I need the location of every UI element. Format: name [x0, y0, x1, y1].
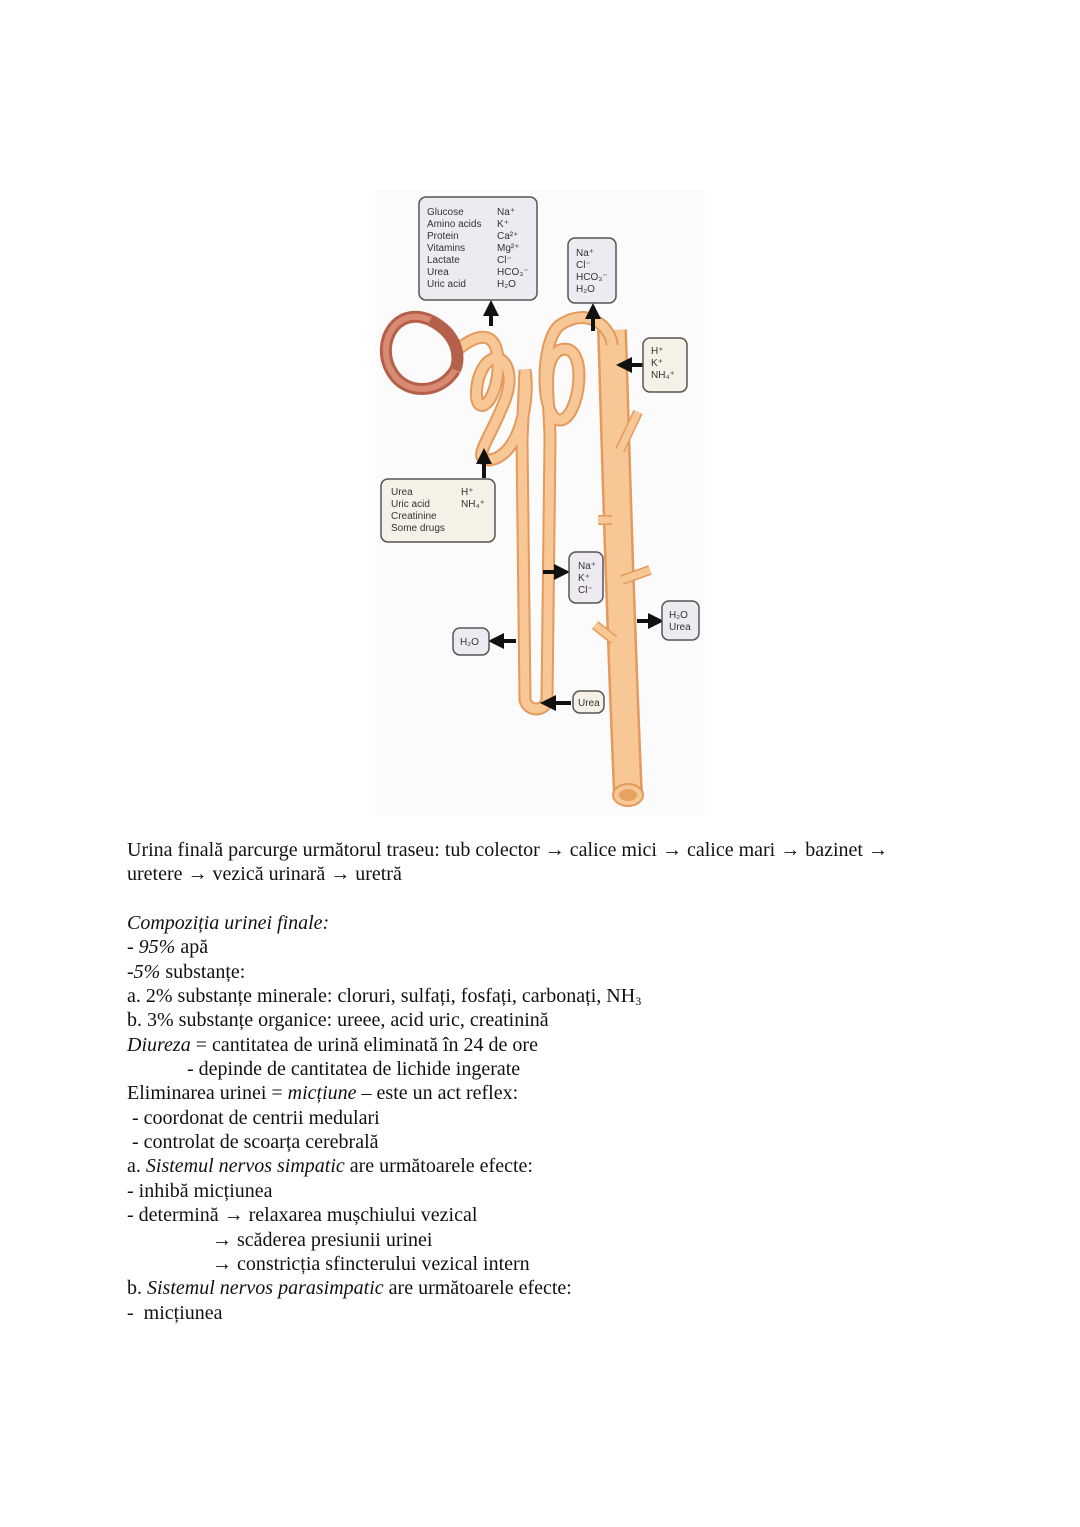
text-segment: a. 2% substanțe minerale: cloruri, sulfați, fosfați, carbonați, NH: [127, 985, 636, 1008]
text-segment: → scăderea presiunii urinei: [127, 1228, 433, 1251]
svg-text:H₂O: H₂O: [497, 279, 516, 290]
text-segment: substanțe:: [160, 960, 246, 983]
text-segment: – este un act reflex:: [356, 1082, 519, 1105]
italic-text: 95%: [138, 936, 176, 959]
text-line: [127, 1057, 987, 1081]
svg-text:K⁺: K⁺: [497, 219, 509, 230]
svg-text:Na⁺: Na⁺: [497, 207, 516, 218]
text-segment: = cantitatea de urină eliminată în 24 de ore: [190, 1033, 538, 1056]
svg-text:H₂O: H₂O: [460, 637, 479, 648]
text-segment: are următoarele efecte:: [344, 1155, 533, 1178]
text-line: [127, 1179, 987, 1203]
svg-text:Urea: Urea: [669, 622, 691, 633]
text-line: [127, 1276, 987, 1300]
text-line: [127, 911, 987, 935]
svg-text:NH₄⁺: NH₄⁺: [651, 370, 675, 381]
svg-text:K⁺: K⁺: [578, 573, 590, 584]
svg-text:Cl⁻: Cl⁻: [497, 255, 512, 266]
box-secretion-distal: [643, 338, 687, 392]
text-segment: - controlat de scoarța cerebrală: [127, 1131, 379, 1154]
italic-text: Diureza: [127, 1033, 191, 1056]
text-line: [127, 1301, 987, 1325]
svg-text:HCO₃⁻: HCO₃⁻: [497, 267, 529, 278]
box-reabsorption-proximal: [419, 197, 537, 300]
italic-text: Compoziția urinei finale:: [127, 912, 330, 935]
svg-text:Glucose: Glucose: [427, 207, 464, 218]
svg-text:H₂O: H₂O: [576, 284, 595, 295]
text-segment: b. 3% substanțe organice: ureee, acid uric, creatinină: [127, 1009, 549, 1032]
nephron-diagram: [370, 185, 710, 820]
svg-text:Lactate: Lactate: [427, 255, 460, 266]
text-line: [127, 1154, 987, 1178]
box-collecting-duct: [662, 601, 699, 640]
text-line: [127, 1252, 987, 1276]
svg-text:Vitamins: Vitamins: [427, 243, 466, 254]
text-line: [127, 1130, 987, 1154]
box-loop-urea: [573, 691, 604, 713]
svg-text:Urea: Urea: [427, 267, 449, 278]
text-line: [127, 838, 987, 862]
svg-text:Amino acids: Amino acids: [427, 219, 482, 230]
text-segment: apă: [175, 936, 209, 959]
italic-text: micțiune: [287, 1082, 357, 1105]
svg-text:H⁺: H⁺: [651, 346, 664, 357]
text-segment: → constricția sfincterului vezical intern: [127, 1252, 530, 1275]
svg-text:Na⁺: Na⁺: [576, 248, 595, 259]
svg-text:Uric acid: Uric acid: [427, 279, 466, 290]
text-segment: - determină → relaxarea mușchiului vezical: [127, 1204, 478, 1227]
document-text: [127, 838, 987, 1325]
svg-text:H⁺: H⁺: [461, 487, 474, 498]
text-segment: 3: [635, 994, 642, 1009]
svg-text:NH₄⁺: NH₄⁺: [461, 499, 485, 510]
svg-text:HCO₃⁻: HCO₃⁻: [576, 272, 608, 283]
text-segment: - coordonat de centrii medulari: [127, 1106, 380, 1129]
box-descending-limb: [453, 628, 489, 655]
svg-text:H₂O: H₂O: [669, 610, 688, 621]
svg-text:Uric acid: Uric acid: [391, 499, 430, 510]
text-segment: -: [127, 936, 139, 959]
text-line: [127, 862, 987, 886]
svg-text:Urea: Urea: [578, 698, 600, 709]
text-segment: uretere → vezică urinară → uretră: [127, 863, 402, 886]
text-line: [127, 984, 987, 1008]
box-secretion-proximal: [381, 479, 495, 542]
text-segment: Urina finală parcurge următorul traseu: tub colector → calice mici → calice mari → bazinet →: [127, 839, 888, 861]
box-reabsorption-distal: [568, 238, 616, 303]
text-segment: are următoarele efecte:: [383, 1277, 572, 1300]
box-ascending-limb: [569, 552, 603, 603]
text-line: [127, 1203, 987, 1227]
svg-text:Creatinine: Creatinine: [391, 511, 437, 522]
svg-text:Protein: Protein: [427, 231, 459, 242]
text-segment: -: [127, 960, 134, 983]
text-line: [127, 1106, 987, 1130]
svg-text:Urea: Urea: [391, 487, 413, 498]
text-segment: - depinde de cantitatea de lichide ingerate: [127, 1058, 521, 1081]
text-segment: - inhibă micțiunea: [127, 1179, 273, 1202]
svg-text:Na⁺: Na⁺: [578, 561, 597, 572]
text-line: [127, 960, 987, 984]
svg-text:K⁺: K⁺: [651, 358, 663, 369]
text-segment: b.: [127, 1277, 147, 1300]
svg-text:Cl⁻: Cl⁻: [576, 260, 591, 271]
svg-text:Mg²⁺: Mg²⁺: [497, 243, 520, 254]
italic-text: Sistemul nervos parasimpatic: [147, 1277, 384, 1300]
text-segment: Eliminarea urinei =: [127, 1082, 288, 1105]
text-line: [127, 1081, 987, 1105]
svg-text:Ca²⁺: Ca²⁺: [497, 231, 519, 242]
text-line: [127, 1228, 987, 1252]
svg-text:Cl⁻: Cl⁻: [578, 585, 593, 596]
text-line: [127, 887, 987, 911]
italic-text: Sistemul nervos simpatic: [145, 1155, 345, 1178]
italic-text: 5%: [133, 960, 161, 983]
text-line: [127, 1033, 987, 1057]
text-segment: - micțiunea: [127, 1301, 223, 1324]
text-line: [127, 935, 987, 959]
text-segment: a.: [127, 1155, 146, 1178]
text-line: [127, 1008, 987, 1032]
svg-text:Some drugs: Some drugs: [391, 523, 445, 534]
